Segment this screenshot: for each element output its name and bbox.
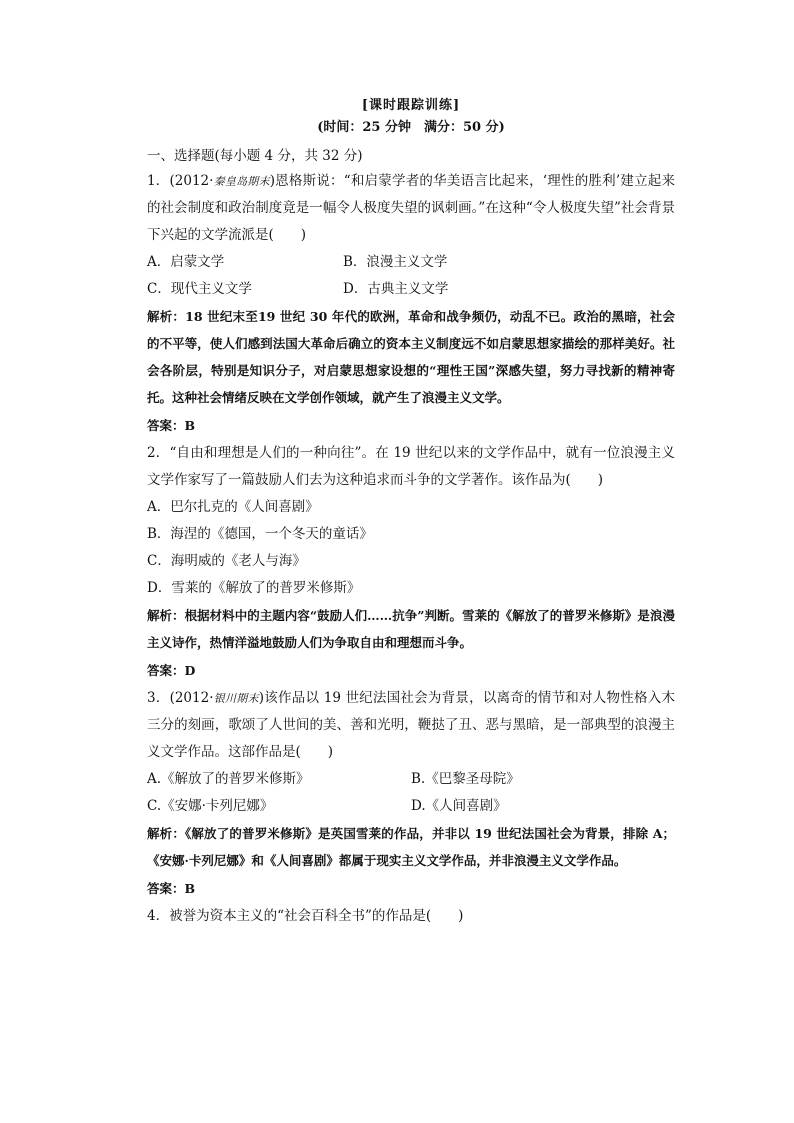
question-1-stem: )恩格斯说：“和启蒙学者的华美语言比起来，‘理性的胜利’建立起来的社会制度和政治制度竟是一幅令人极度失望的讽刺画。”在这种“令人极度失望”社会背景下兴起的文学流派是( ) <box>147 173 675 243</box>
question-1 <box>147 168 675 249</box>
question-1-option-c: C．现代主义文学 <box>147 281 252 297</box>
question-3-option-c: C.《安娜·卡列尼娜》 <box>147 798 274 814</box>
question-2: 2．“自由和理想是人们的一种向往”。在 19 世纪以来的文学作品中，就有一位浪漫主义文学作家写了一篇鼓励人们去为这种追求而斗争的文学著作。该作品为( ) <box>147 445 675 488</box>
question-3-options-row-1 <box>147 766 675 793</box>
question-1-answer: 答案：B <box>147 418 196 433</box>
document-page <box>147 96 675 930</box>
section-heading: 一、选择题(每小题 4 分，共 32 分) <box>147 148 363 164</box>
question-3-options-row-2 <box>147 793 675 820</box>
question-2-answer: 答案：D <box>147 663 196 678</box>
question-2-option-d: D．雪莱的《解放了的普罗米修斯》 <box>147 580 361 596</box>
question-3-option-a: A.《解放了的普罗米修斯》 <box>147 771 310 787</box>
question-1-options-row-2 <box>147 276 675 303</box>
question-1-number: 1．(2012· <box>147 173 214 189</box>
question-2-option-a: A．巴尔扎克的《人间喜剧》 <box>147 499 319 515</box>
question-3-source: 银川期末 <box>213 692 259 705</box>
question-3 <box>147 685 675 766</box>
question-2-explanation: 解析：根据材料中的主题内容“鼓励人们……抗争”判断。雪莱的《解放了的普罗米修斯》是浪漫主义诗作，热情洋溢地鼓励人们为争取自由和理想而斗争。 <box>147 608 675 650</box>
question-1-source: 秦皇岛期末 <box>213 175 270 188</box>
question-1-option-b: B．浪漫主义文学 <box>343 254 448 270</box>
question-2-option-b: B．海涅的《德国，一个冬天的童话》 <box>147 526 373 542</box>
question-4: 4．被誉为资本主义的“社会百科全书”的作品是( ) <box>147 908 464 924</box>
question-3-option-d: D.《人间喜剧》 <box>411 798 507 814</box>
question-2-option-c: C．海明威的《老人与海》 <box>147 553 306 569</box>
question-1-options-row-1 <box>147 249 675 276</box>
question-3-explanation: 解析：《解放了的普罗米修斯》是英国雪莱的作品，并非以 19 世纪法国社会为背景，排除 A；《安娜·卡列尼娜》和《人间喜剧》都属于现实主义文学作品，并非浪漫主义文学作品。 <box>147 826 675 868</box>
question-3-option-b: B.《巴黎圣母院》 <box>411 771 520 787</box>
question-3-number: 3．(2012· <box>147 690 214 706</box>
question-1-option-a: A．启蒙文学 <box>147 254 225 270</box>
question-3-answer: 答案：B <box>147 881 196 896</box>
question-1-explanation: 解析：18 世纪末至19 世纪 30 年代的欧洲，革命和战争频仍，动乱不已。政治的黑暗，社会的不平等，使人们感到法国大革命后确立的资本主义制度远不如启蒙思想家描绘的那样美好。社会各阶层，特别是知识分子，对启蒙思想家设想的“理性王国”深感失望，努力寻找新的精神寄托。这种社会情绪反映在文学创作领域，就产生了浪漫主义文学。 <box>147 309 675 405</box>
question-3-stem: )该作品以 19 世纪法国社会为背景，以离奇的情节和对人物性格入木三分的刻画，歌颂了人世间的美、善和光明，鞭挞了丑、恶与黑暗，是一部典型的浪漫主义文学作品。这部作品是( ) <box>147 690 676 760</box>
page-title: [课时跟踪训练] <box>361 98 461 113</box>
question-1-option-d: D．古典主义文学 <box>343 281 449 297</box>
page-subtitle: (时间：25 分钟 满分：50 分) <box>317 120 505 135</box>
